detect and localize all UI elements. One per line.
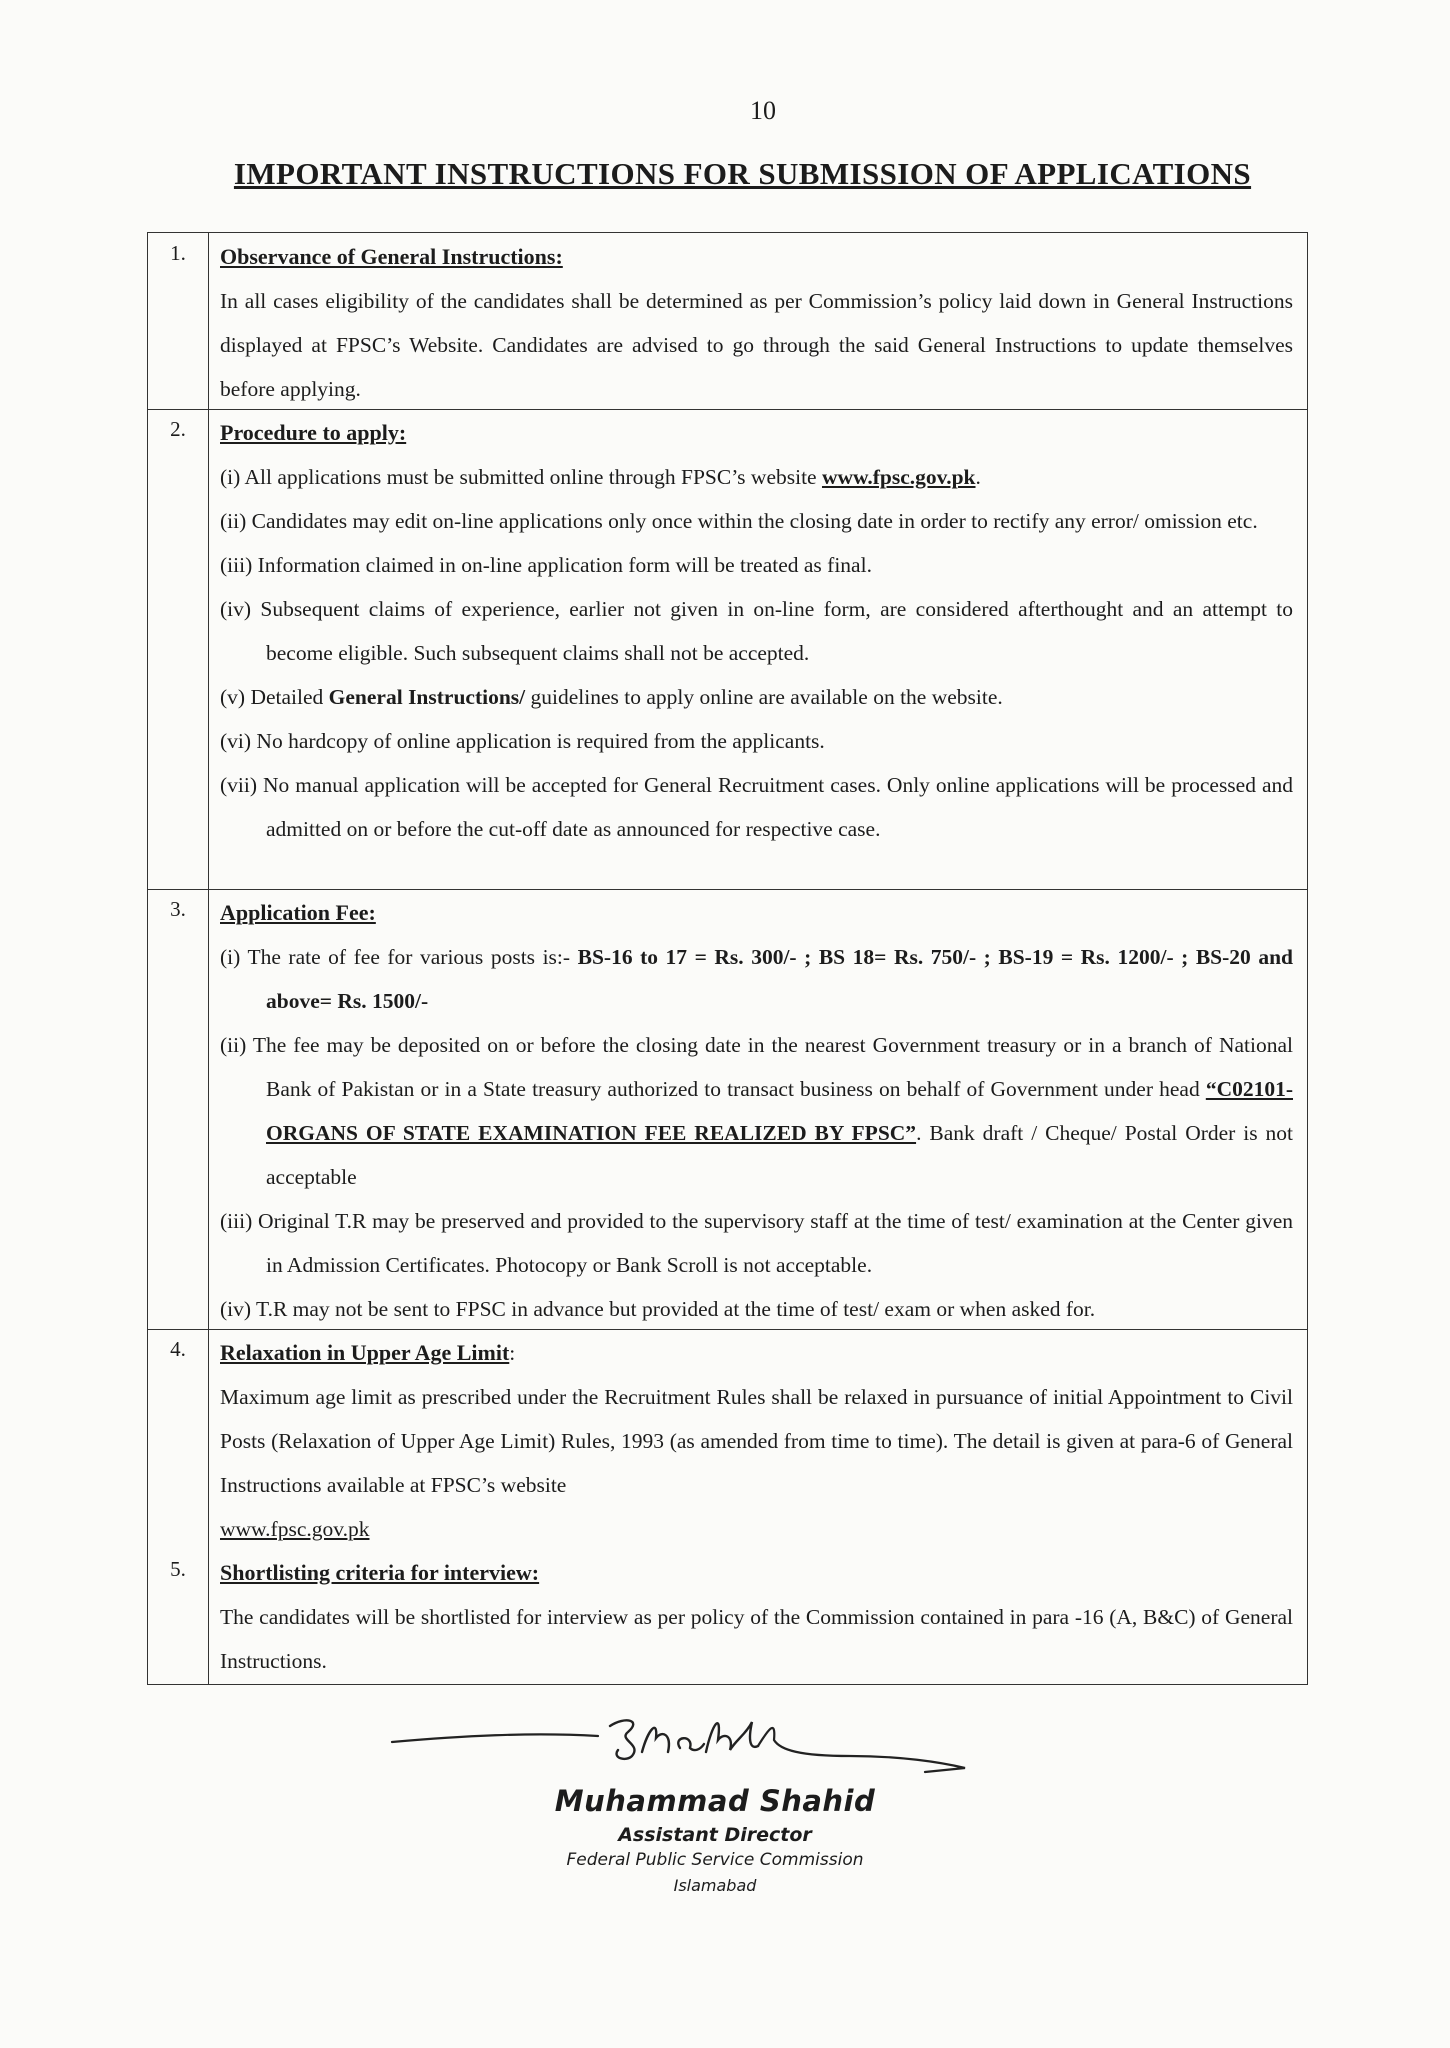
section-body: The candidates will be shortlisted for interview as per policy of the Commission contained in para -16 (A, B&C) of General Instructions.	[220, 1605, 1293, 1673]
section-general-instructions	[220, 235, 1293, 411]
website-link[interactable]: www.fpsc.gov.pk	[821, 465, 976, 489]
document-title: IMPORTANT INSTRUCTIONS FOR SUBMISSION OF APPLICATIONS	[233, 156, 1252, 191]
fee-item-iii: (iii) Original T.R may be preserved and provided to the supervisory staff at the time of test/ examination at the Center given in Admission Certificates. Photocopy or Bank Scroll is not acceptable.	[220, 1209, 1293, 1277]
fee-item-ii: (ii) The fee may be deposited on or before the closing date in the nearest Government treasury or in a branch of National Bank of Pakistan or in a State treasury authorized to transact business on behalf of Government under head “C02101-ORGANS OF STATE EXAMINATION FEE REALIZED BY FPSC”. Bank draft / Cheque/ Postal Order is not acceptable	[220, 1033, 1294, 1189]
handwritten-signature	[380, 1700, 1000, 1790]
item-number-2: 2.	[170, 417, 186, 441]
section-heading: Relaxation in Upper Age Limit:	[220, 1340, 516, 1365]
item-number-3: 3.	[170, 897, 186, 921]
procedure-item-iv: (iv) Subsequent claims of experience, earlier not given in on-line form, are considered afterthought and an attempt to become eligible. Such subsequent claims shall not be accepted.	[220, 597, 1293, 665]
signatory-city: Islamabad	[673, 1876, 757, 1895]
procedure-item-vii: (vii) No manual application will be accepted for General Recruitment cases. Only online applications will be processed and admitted on or before the cut-off date as announced for respective case.	[220, 773, 1293, 841]
number-column-divider	[208, 233, 209, 1684]
section-application-fee	[220, 891, 1293, 1331]
item-number-1: 1.	[170, 241, 186, 265]
website-link[interactable]: www.fpsc.gov.pk	[220, 1517, 370, 1541]
procedure-item-i: (i) All applications must be submitted online through FPSC’s website www.fpsc.gov.pk.	[220, 465, 981, 489]
section-body: Maximum age limit as prescribed under the Recruitment Rules shall be relaxed in pursuance of initial Appointment to Civil Posts (Relaxation of Upper Age Limit) Rules, 1993 (as amended from time to time). The detail is given at para-6 of General Instructions available at FPSC’s website	[220, 1385, 1293, 1497]
signatory-title: Assistant Director	[618, 1824, 812, 1846]
procedure-item-vi: (vi) No hardcopy of online application is required from the applicants.	[220, 729, 825, 753]
section-body: In all cases eligibility of the candidates shall be determined as per Commission’s policy laid down in General Instructions displayed at FPSC’s Website. Candidates are advised to go through the said General Instructions to update themselves before applying.	[220, 289, 1293, 401]
row-separator	[148, 889, 1307, 890]
item-number-4: 4.	[170, 1337, 186, 1361]
item-number-5: 5.	[170, 1557, 186, 1581]
instructions-table	[147, 232, 1308, 1685]
fee-item-iv: (iv) T.R may not be sent to FPSC in advance but provided at the time of test/ exam or when asked for.	[220, 1297, 1096, 1321]
signatory-organization: Federal Public Service Commission	[566, 1850, 864, 1870]
procedure-item-v: (v) Detailed General Instructions/ guidelines to apply online are available on the website.	[220, 685, 1003, 709]
section-shortlisting	[220, 1551, 1293, 1683]
section-heading: Application Fee:	[220, 900, 376, 925]
section-heading: Observance of General Instructions:	[220, 244, 563, 269]
signature-block	[380, 1700, 1000, 1895]
signatory-name: Muhammad Shahid	[554, 1784, 876, 1818]
procedure-item-ii: (ii) Candidates may edit on-line applications only once within the closing date in order to rectify any error/ omission etc.	[220, 509, 1258, 533]
section-age-relaxation	[220, 1331, 1293, 1551]
page-number: 10	[750, 96, 776, 125]
procedure-item-iii: (iii) Information claimed in on-line application form will be treated as final.	[220, 553, 872, 577]
section-heading: Procedure to apply:	[220, 420, 407, 445]
section-procedure	[220, 411, 1293, 851]
fee-item-i: (i) The rate of fee for various posts is:- BS-16 to 17 = Rs. 300/- ; BS 18= Rs. 750/- ; BS-19 = Rs. 1200/- ; BS-20 and above= Rs. 1500/-	[220, 945, 1293, 1013]
section-heading: Shortlisting criteria for interview:	[220, 1560, 540, 1585]
